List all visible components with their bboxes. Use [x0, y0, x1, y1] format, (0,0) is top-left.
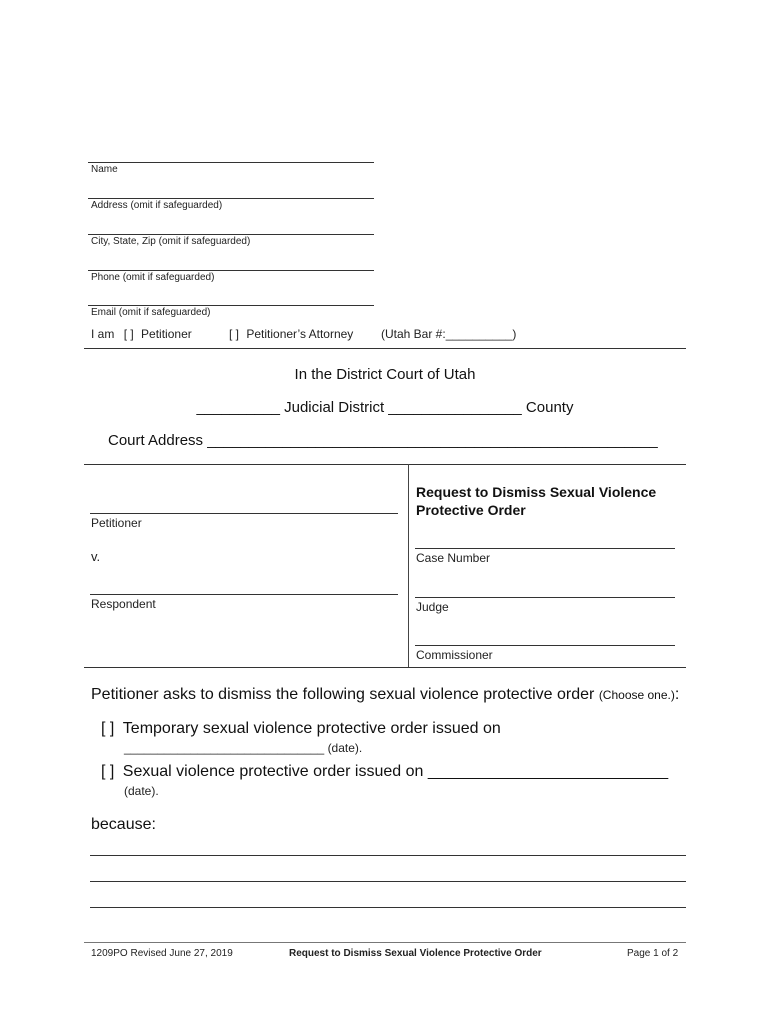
- option-temporary: [101, 720, 501, 738]
- judge-label: Judge: [416, 600, 449, 614]
- email-label: Email (omit if safeguarded): [91, 307, 211, 318]
- document-title-line1: Request to Dismiss Sexual Violence: [416, 484, 657, 500]
- phone-label: Phone (omit if safeguarded): [91, 272, 215, 283]
- intro-colon: :: [674, 686, 680, 703]
- petitioner-line[interactable]: [90, 513, 398, 514]
- name-line[interactable]: [88, 162, 374, 163]
- document-title-line2: Protective Order: [416, 502, 526, 518]
- dismiss-intro-text: Petitioner asks to dismiss the following sexual violence protective order: [91, 686, 595, 703]
- footer-rule: [84, 942, 686, 943]
- case-number-line[interactable]: [415, 548, 675, 549]
- commissioner-line[interactable]: [415, 645, 675, 646]
- case-number-label: Case Number: [416, 551, 491, 565]
- court-title: In the District Court of Utah: [294, 366, 476, 383]
- petitioner-option-label: Petitioner: [141, 327, 192, 341]
- commissioner-label: Commissioner: [416, 648, 493, 662]
- name-label: Name: [91, 164, 118, 175]
- option-temporary-date: [124, 741, 362, 755]
- respondent-label: Respondent: [91, 597, 156, 611]
- attorney-option-label: Petitioner’s Attorney: [246, 327, 354, 341]
- because-label: because:: [91, 816, 156, 833]
- option-final-checkbox[interactable]: [ ]: [101, 763, 115, 780]
- versus-label: v.: [91, 549, 101, 564]
- court-address-line[interactable]: Court Address ______________________________________________________: [108, 432, 658, 449]
- option-final-date-label: (date).: [124, 784, 159, 798]
- judge-line[interactable]: [415, 597, 675, 598]
- petitioner-checkbox[interactable]: [ ]: [123, 327, 134, 341]
- caption-divider: [408, 464, 409, 667]
- address-label: Address (omit if safeguarded): [91, 200, 223, 211]
- respondent-line[interactable]: [90, 594, 398, 595]
- footer-revision: 1209PO Revised June 27, 2019: [91, 948, 233, 959]
- option-temporary-text: Temporary sexual violence protective order issued on: [122, 720, 501, 737]
- phone-line[interactable]: [88, 270, 374, 271]
- dismiss-intro: [91, 686, 679, 704]
- choose-one-note: (Choose one.): [598, 688, 675, 702]
- option-temporary-date-label: (date).: [327, 741, 363, 755]
- attorney-option: [229, 327, 353, 341]
- city-state-zip-line[interactable]: [88, 234, 374, 235]
- footer-form-title: Request to Dismiss Sexual Violence Protective Order: [289, 948, 542, 959]
- reason-line-1[interactable]: [90, 855, 686, 856]
- option-final-text[interactable]: Sexual violence protective order issued on ___________________________: [122, 763, 669, 780]
- utah-bar-field[interactable]: (Utah Bar #:__________): [381, 327, 517, 341]
- option-final: [101, 763, 668, 781]
- attorney-checkbox[interactable]: [ ]: [229, 327, 240, 341]
- document-title: [416, 483, 656, 519]
- reason-line-2[interactable]: [90, 881, 686, 882]
- city-state-zip-label: City, State, Zip (omit if safeguarded): [91, 236, 251, 247]
- email-line[interactable]: [88, 305, 374, 306]
- header-divider: [84, 348, 686, 349]
- reason-line-3[interactable]: [90, 907, 686, 908]
- role-line: [91, 327, 192, 341]
- address-line[interactable]: [88, 198, 374, 199]
- option-temporary-checkbox[interactable]: [ ]: [101, 720, 115, 737]
- judicial-district-line[interactable]: __________ Judicial District ________________ County: [196, 399, 574, 416]
- footer-page-number: Page 1 of 2: [627, 948, 679, 959]
- i-am-label: I am: [91, 327, 115, 341]
- option-temporary-date-line[interactable]: ______________________________: [124, 741, 325, 755]
- petitioner-label: Petitioner: [91, 516, 142, 530]
- caption-bottom-rule: [84, 667, 686, 668]
- caption-top-rule: [84, 464, 686, 465]
